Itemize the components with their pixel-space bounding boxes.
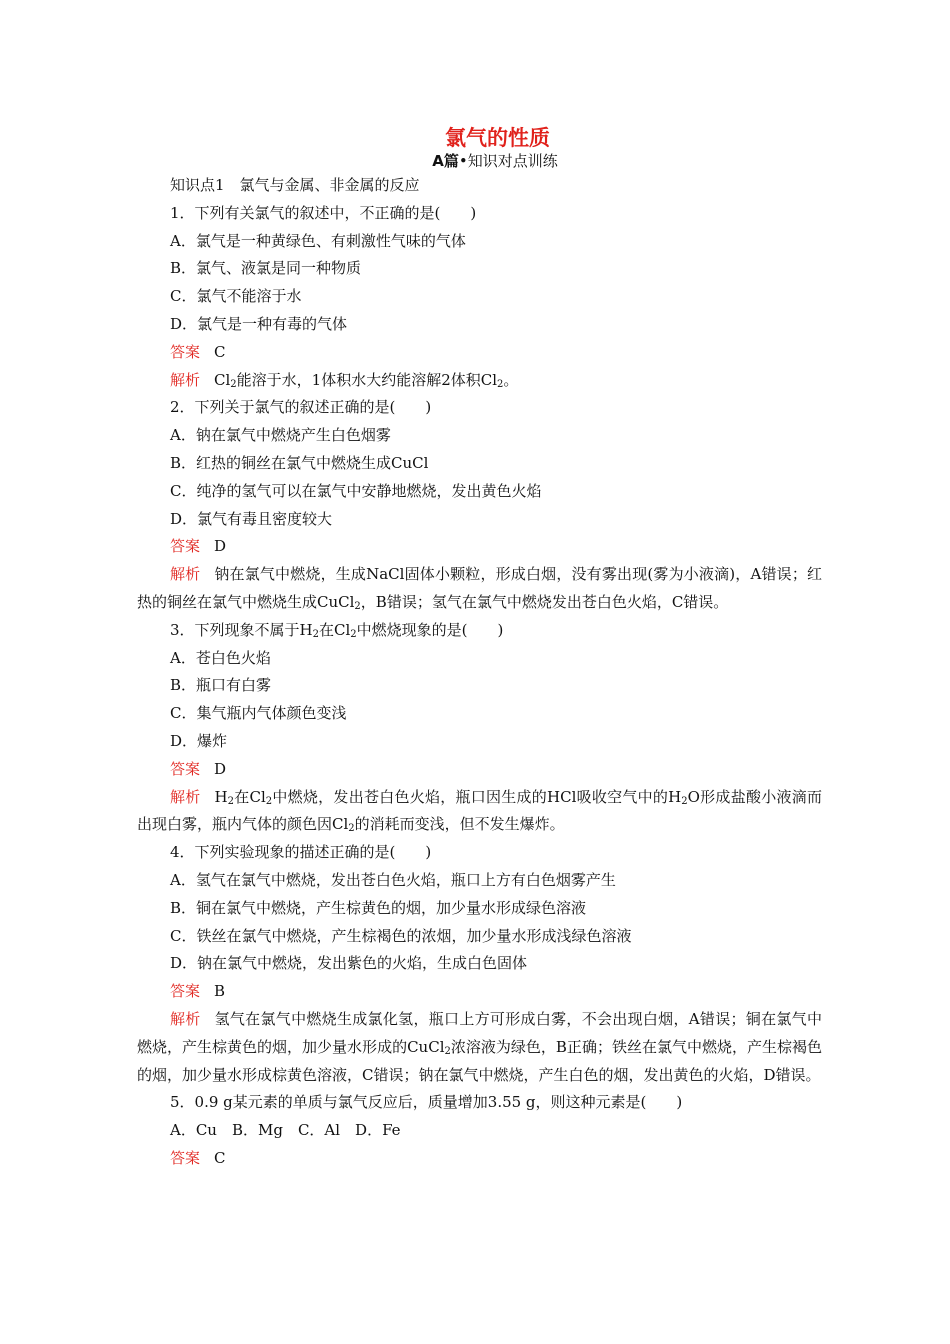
q2-stem: 2．下列关于氯气的叙述正确的是( ) [170,398,432,417]
document-body [137,172,822,1173]
q2-analysis [137,561,822,617]
q2-option-b: B．红热的铜丝在氯气中燃烧生成CuCl [170,453,429,472]
q1-option-a: A．氯气是一种黄绿色、有刺激性气味的气体 [170,231,466,250]
q4-analysis-text: 浓溶液为绿色，B正确；铁丝在氯气中燃烧，产生棕褐色的烟，加少量水形成棕黄色溶液，C错误；钠在氯气中燃烧，产生白色的烟，发出黄色的火焰，D错误。 [137,1037,823,1084]
page-title: 氯气的性质 [445,126,550,150]
q3-option-a: A．苍白色火焰 [170,648,271,667]
answer-label: 答案 [170,342,201,361]
q2-option-c: C．纯净的氢气可以在氯气中安静地燃烧，发出黄色火焰 [170,481,542,500]
q3-stem [137,617,822,645]
q4-analysis [137,1006,822,1089]
q5-options: A．Cu B．Mg C．Al D．Fe [170,1121,401,1140]
subscript: 2 [444,1045,451,1057]
answer-label: 答案 [170,537,201,556]
subscript: 2 [681,795,688,807]
q2-option-d: D．氯气有毒且密度较大 [170,509,333,528]
q2-answer-value: D [214,537,227,556]
q4-answer-value: B [214,982,226,1001]
q4-option-c: C．铁丝在氯气中燃烧，产生棕褐色的浓烟，加少量水形成浅绿色溶液 [170,926,632,945]
q3-analysis-text: 中燃烧，发出苍白色火焰，瓶口因生成的HCl吸收空气中的H [272,787,682,806]
q5-answer [137,1145,822,1173]
answer-label: 答案 [170,1148,201,1167]
page-subtitle [0,150,950,171]
q1-option-b: B．氯气、液氯是同一种物质 [170,259,362,278]
q3-option-c: C．集气瓶内气体颜色变浅 [170,704,347,723]
subscript: 2 [497,378,504,390]
q4-option-b: B．铜在氯气中燃烧，产生棕黄色的烟，加少量水形成绿色溶液 [170,898,587,917]
q2-analysis-text: 钠在氯气中燃烧，生成NaCl固体小颗粒，形成白烟，没有雾出现(雾为小液滴)，A错误；红热的铜丝在氯气中燃烧生成CuCl [137,565,822,611]
q3-answer-value: D [214,759,227,778]
q1-analysis-text: 能溶于水，1体积水大约能溶解2体积Cl [236,370,498,389]
q5-answer-value: C [214,1148,226,1167]
analysis-label: 解析 [170,565,201,584]
subscript: 2 [312,628,320,640]
subscript: 2 [348,823,355,835]
q1-option-c: C．氯气不能溶于水 [170,287,302,306]
answer-label: 答案 [170,982,201,1001]
q1-stem: 1．下列有关氯气的叙述中，不正确的是( ) [170,203,477,222]
q1-answer-value: C [214,342,226,361]
q2-option-a: A．钠在氯气中燃烧产生白色烟雾 [170,426,391,445]
q5-stem: 5．0.9 g某元素的单质与氯气反应后，质量增加3.55 g，则这种元素是( ) [170,1093,683,1112]
section-heading: 知识点1 氯气与金属、非金属的反应 [170,176,420,194]
q1-option-d: D．氯气是一种有毒的气体 [170,314,348,333]
q3-analysis-text: 在Cl [233,787,266,806]
analysis-label: 解析 [170,1009,201,1028]
q3-analysis-text: 的消耗而变浅，但不发生爆炸。 [354,815,565,834]
q3-answer [137,756,822,784]
subscript: 2 [265,795,273,807]
subscript: 2 [227,795,234,807]
q4-analysis-text: 氢气在氯气中燃烧生成氯化氢，瓶口上方可形成白雾，不会出现白烟，A错误；铜在氯气中燃烧，产生棕黄色的烟，加少量水形成的CuCl [137,1009,822,1056]
analysis-label: 解析 [170,370,201,389]
q3-analysis-text: H [214,787,228,806]
q4-stem: 4．下列实验现象的描述正确的是( ) [170,843,432,862]
subtitle-rest: 知识对点训练 [467,152,558,170]
subscript: 2 [230,378,237,390]
q1-answer [137,339,822,367]
q3-analysis-text: O形成盐酸小液滴而出现白雾，瓶内气体的颜色因Cl [137,787,822,834]
q3-stem-text: 中燃烧现象的是( ) [356,620,504,639]
q3-analysis [137,784,822,840]
q1-analysis [137,367,822,395]
subtitle-dot: • [458,152,468,170]
answer-label: 答案 [170,759,201,778]
q4-option-a: A．氢气在氯气中燃烧，发出苍白色火焰，瓶口上方有白色烟雾产生 [170,870,616,889]
q3-stem-text: 在Cl [319,620,351,639]
analysis-label: 解析 [170,787,201,806]
q3-option-b: B．瓶口有白雾 [170,676,272,695]
q3-option-d: D．爆炸 [170,731,228,750]
q4-option-d: D．钠在氯气中燃烧，发出紫色的火焰，生成白色固体 [170,954,528,973]
q2-answer [137,533,822,561]
subscript: 2 [350,628,357,640]
q1-analysis-text: Cl [214,370,231,389]
subtitle-part-a: A篇 [432,152,459,170]
q2-analysis-text: ，B错误；氢气在氯气中燃烧发出苍白色火焰，C错误。 [360,592,729,611]
q1-analysis-text: 。 [503,370,519,389]
subscript: 2 [354,600,361,612]
q4-answer [137,978,822,1006]
q3-stem-text: 3．下列现象不属于H [170,620,313,639]
